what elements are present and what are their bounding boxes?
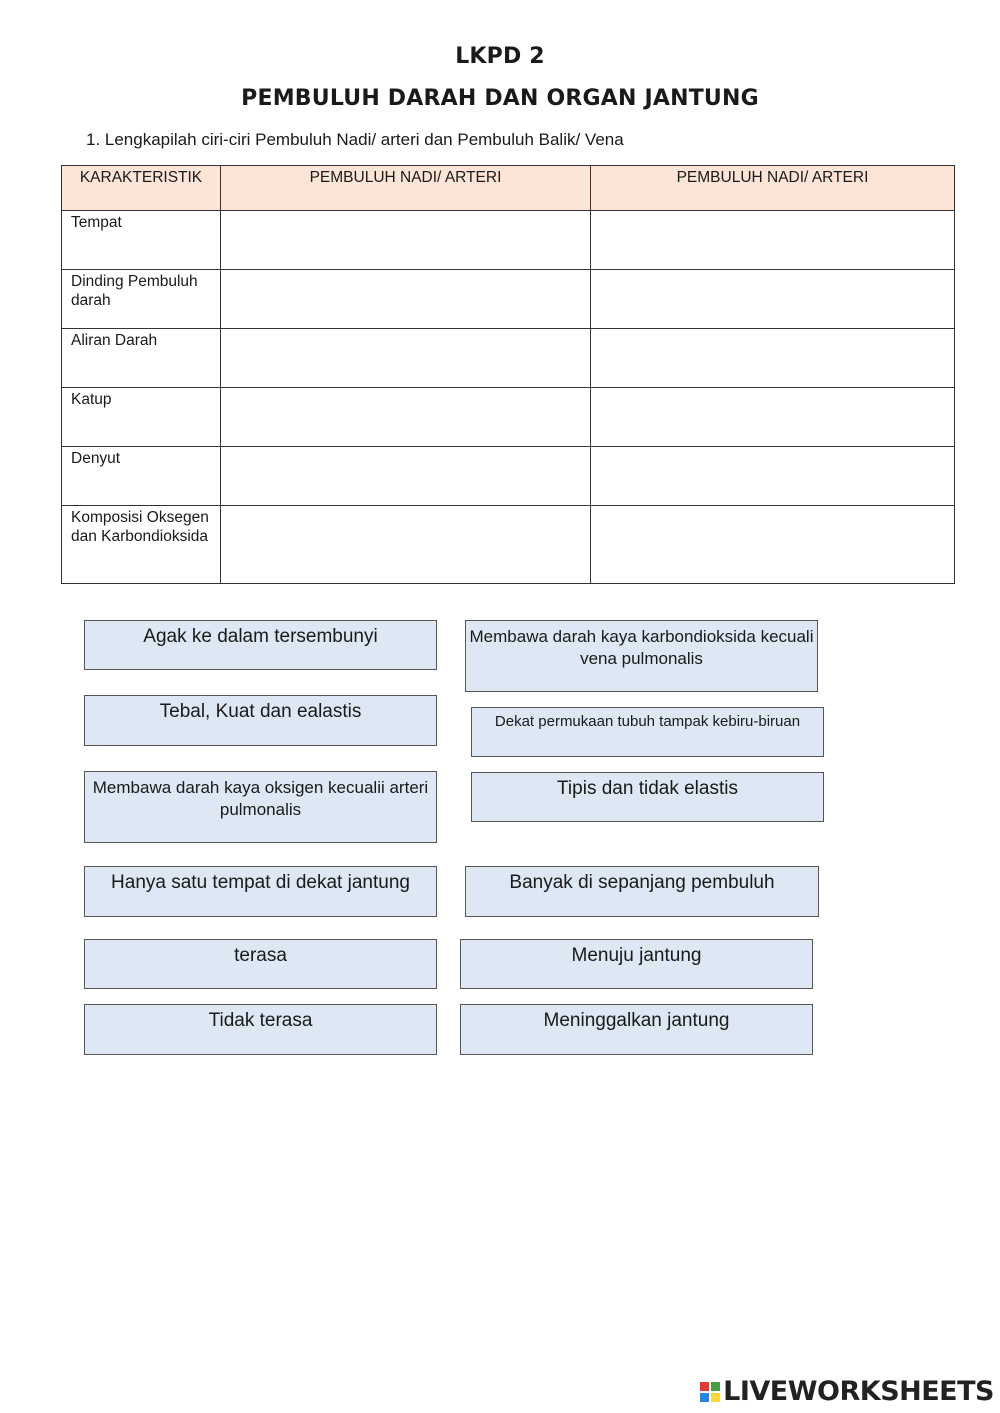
drop-cell-vein[interactable] — [591, 447, 955, 506]
row-label: Katup — [62, 388, 221, 447]
answer-card[interactable]: Membawa darah kaya karbondioksida kecuali vena pulmonalis — [465, 620, 818, 692]
drop-cell-vein[interactable] — [591, 211, 955, 270]
header-characteristic: KARAKTERISTIK — [62, 166, 221, 211]
answer-card[interactable]: Meninggalkan jantung — [460, 1004, 813, 1055]
answer-card[interactable]: Tidak terasa — [84, 1004, 437, 1055]
logo-grid-icon — [700, 1382, 720, 1402]
drop-cell-vein[interactable] — [591, 506, 955, 584]
drop-cell-artery[interactable] — [221, 506, 591, 584]
answer-card[interactable]: Agak ke dalam tersembunyi — [84, 620, 437, 670]
table-row — [62, 211, 955, 270]
table-row — [62, 447, 955, 506]
table-row — [62, 506, 955, 584]
drop-cell-artery[interactable] — [221, 270, 591, 329]
drop-cell-artery[interactable] — [221, 329, 591, 388]
header-vein: PEMBULUH NADI/ ARTERI — [591, 166, 955, 211]
liveworksheets-logo — [700, 1376, 994, 1407]
characteristics-table — [61, 165, 955, 584]
answer-card[interactable]: terasa — [84, 939, 437, 989]
answer-card[interactable]: Dekat permukaan tubuh tampak kebiru-biruan — [471, 707, 824, 757]
header-artery: PEMBULUH NADI/ ARTERI — [221, 166, 591, 211]
answer-card[interactable]: Hanya satu tempat di dekat jantung — [84, 866, 437, 917]
table-row — [62, 329, 955, 388]
table-row — [62, 388, 955, 447]
row-label: Komposisi Oksegen dan Karbondioksida — [62, 506, 221, 584]
table-row — [62, 270, 955, 329]
drop-cell-artery[interactable] — [221, 447, 591, 506]
answer-card[interactable]: Banyak di sepanjang pembuluh — [465, 866, 819, 917]
answer-card[interactable]: Tipis dan tidak elastis — [471, 772, 824, 822]
worksheet-title: LKPD 2 — [455, 44, 545, 69]
drop-cell-artery[interactable] — [221, 388, 591, 447]
instruction-text: 1. Lengkapilah ciri-ciri Pembuluh Nadi/ arteri dan Pembuluh Balik/ Vena — [86, 130, 624, 149]
row-label: Aliran Darah — [62, 329, 221, 388]
drop-cell-vein[interactable] — [591, 270, 955, 329]
answer-card[interactable]: Tebal, Kuat dan ealastis — [84, 695, 437, 746]
table-header-row — [62, 166, 955, 211]
answer-card[interactable]: Menuju jantung — [460, 939, 813, 989]
drop-cell-vein[interactable] — [591, 388, 955, 447]
brand-name: LIVEWORKSHEETS — [723, 1376, 994, 1407]
row-label: Tempat — [62, 211, 221, 270]
drop-cell-vein[interactable] — [591, 329, 955, 388]
row-label: Denyut — [62, 447, 221, 506]
answer-card[interactable]: Membawa darah kaya oksigen kecualii arteri pulmonalis — [84, 771, 437, 843]
drop-cell-artery[interactable] — [221, 211, 591, 270]
row-label: Dinding Pembuluh darah — [62, 270, 221, 329]
worksheet-subtitle: PEMBULUH DARAH DAN ORGAN JANTUNG — [241, 86, 759, 111]
